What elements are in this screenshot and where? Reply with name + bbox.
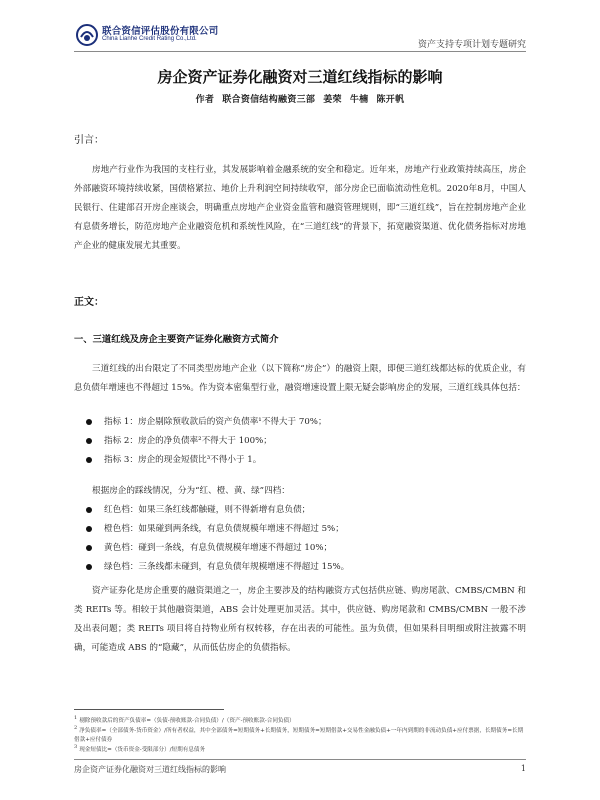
- logo-name-en: China Lianhe Credit Rating Co.,Ltd.: [102, 36, 197, 42]
- author-name: 姜荣: [323, 95, 342, 105]
- author-line: [0, 92, 600, 105]
- footnote-divider: [74, 709, 224, 710]
- page-number: 1: [520, 764, 526, 773]
- indicator-item: 指标 2：房企的净负债率²不得大于 100%；: [86, 434, 526, 446]
- tiers-intro: 根据房企的踩线情况，分为“红、橙、黄、绿”四档：: [92, 486, 290, 496]
- footnote: $^3$ 现金短债比=（货币资金-受限部分）/短期有息债务: [74, 744, 206, 753]
- author-name: 牛楠: [349, 95, 369, 105]
- indicator-item: 指标 3：房企的现金短债比³不得小于 1。: [86, 453, 526, 465]
- intro-heading: 引言：: [74, 135, 104, 146]
- bullet-icon: [86, 564, 92, 570]
- section-heading: 一、三道红线及房企主要资产证券化融资方式简介: [74, 334, 279, 345]
- logo-name-cn: 联合资信评估股份有限公司: [102, 26, 219, 37]
- footnote: $^2$ 净负债率=（全部债务-货币资金）/所有者权益，其中全部债务=短期债务+长期债务，短期债务=短期借款+交易性金融负债+一年内到期的非流动负债+应付票据，长期债务=长期借款+应付债券: [74, 725, 524, 743]
- document-title: 房企资产证券化融资对三道红线指标的影响: [157, 68, 443, 86]
- bullet-icon: [86, 526, 92, 532]
- bullet-icon: [86, 507, 92, 513]
- main-heading: 正文：: [74, 297, 104, 308]
- footnote: $^1$ 剔除预收款后的资产负债率=（负债-预收账款-合同负债）/（资产-预收账款-合同负债）: [74, 715, 295, 724]
- author-dept: 联合资信结构融资三部: [222, 95, 316, 105]
- footer-divider: [74, 759, 526, 760]
- bullet-icon: [86, 438, 92, 444]
- indicator-item: 指标 1：房企剔除预收款后的资产负债率¹不得大于 70%；: [86, 415, 526, 427]
- lianhe-logo-icon: [76, 24, 98, 46]
- abs-paragraph: 资产证券化是房企重要的融资渠道之一，房企主要涉及的结构融资方式包括供应链、购房尾款、CMBS/CMBN 和类 REITs 等。相较于其他融资渠道，ABS 会计处理更加灵活。其中，供应链、购房尾款和 CMBS/CMBN 一般不涉及出表问题；类 REITs 项目将自持物业所有权转移，存在出表的可能性。虽为负债，但如果科目明细或附注披露不明确，可能造成 ABS 的“隐藏”，从而低估房企的负债指标。: [74, 586, 526, 653]
- bullet-icon: [86, 545, 92, 551]
- tier-item: 橙色档：如果碰到两条线，有息负债规模年增速不得超过 5%；: [86, 522, 526, 534]
- tier-item: 红色档：如果三条红线都触碰，则不得新增有息负债；: [86, 503, 526, 515]
- intro-paragraph: 房地产行业作为我国的支柱行业，其发展影响着金融系统的安全和稳定。近年来，房地产行业政策持续高压，房企外部融资环境持续收紧，国债格紧拉、地价上升利润空间持续收窄，部分房企已面临流动性危机。2020年8月，中国人民银行、住建部召开房企座谈会，明确重点房地产企业资金监管和融资管理规则，即“三道红线”，旨在控制房地产企业有息债务增长，防范房地产企业融资危机和系统性风险，在“三道红线”的背景下，拓宽融资渠道、优化债务指标对房地产企业的健康发展尤其重要。: [74, 165, 526, 251]
- tier-item: 黄色档：碰到一条线，有息负债规模年增速不得超过 10%；: [86, 541, 526, 553]
- author-name: 陈开帆: [376, 95, 405, 105]
- page-header: [0, 0, 600, 58]
- red-lines-paragraph: 三道红线的出台限定了不同类型房地产企业（以下简称“房企”）的融资上限，即便三道红线都达标的优质企业，有息负债年增速也不得超过 15%。作为资本密集型行业，融资增速设置上限无疑会影响房企的发展，三道红线具体包括：: [74, 364, 526, 393]
- author-label: 作者: [195, 95, 215, 105]
- tier-item: 绿色档：三条线都未碰到，有息负债年规模增速不得超过 15%。: [86, 560, 526, 572]
- bullet-icon: [86, 419, 92, 425]
- bullet-icon: [86, 457, 92, 463]
- footer-title: 房企资产证券化融资对三道红线指标的影响: [74, 765, 226, 774]
- header-divider: [74, 51, 526, 52]
- series-label: 资产支持专项计划专题研究: [417, 40, 526, 50]
- company-logo: [76, 22, 226, 48]
